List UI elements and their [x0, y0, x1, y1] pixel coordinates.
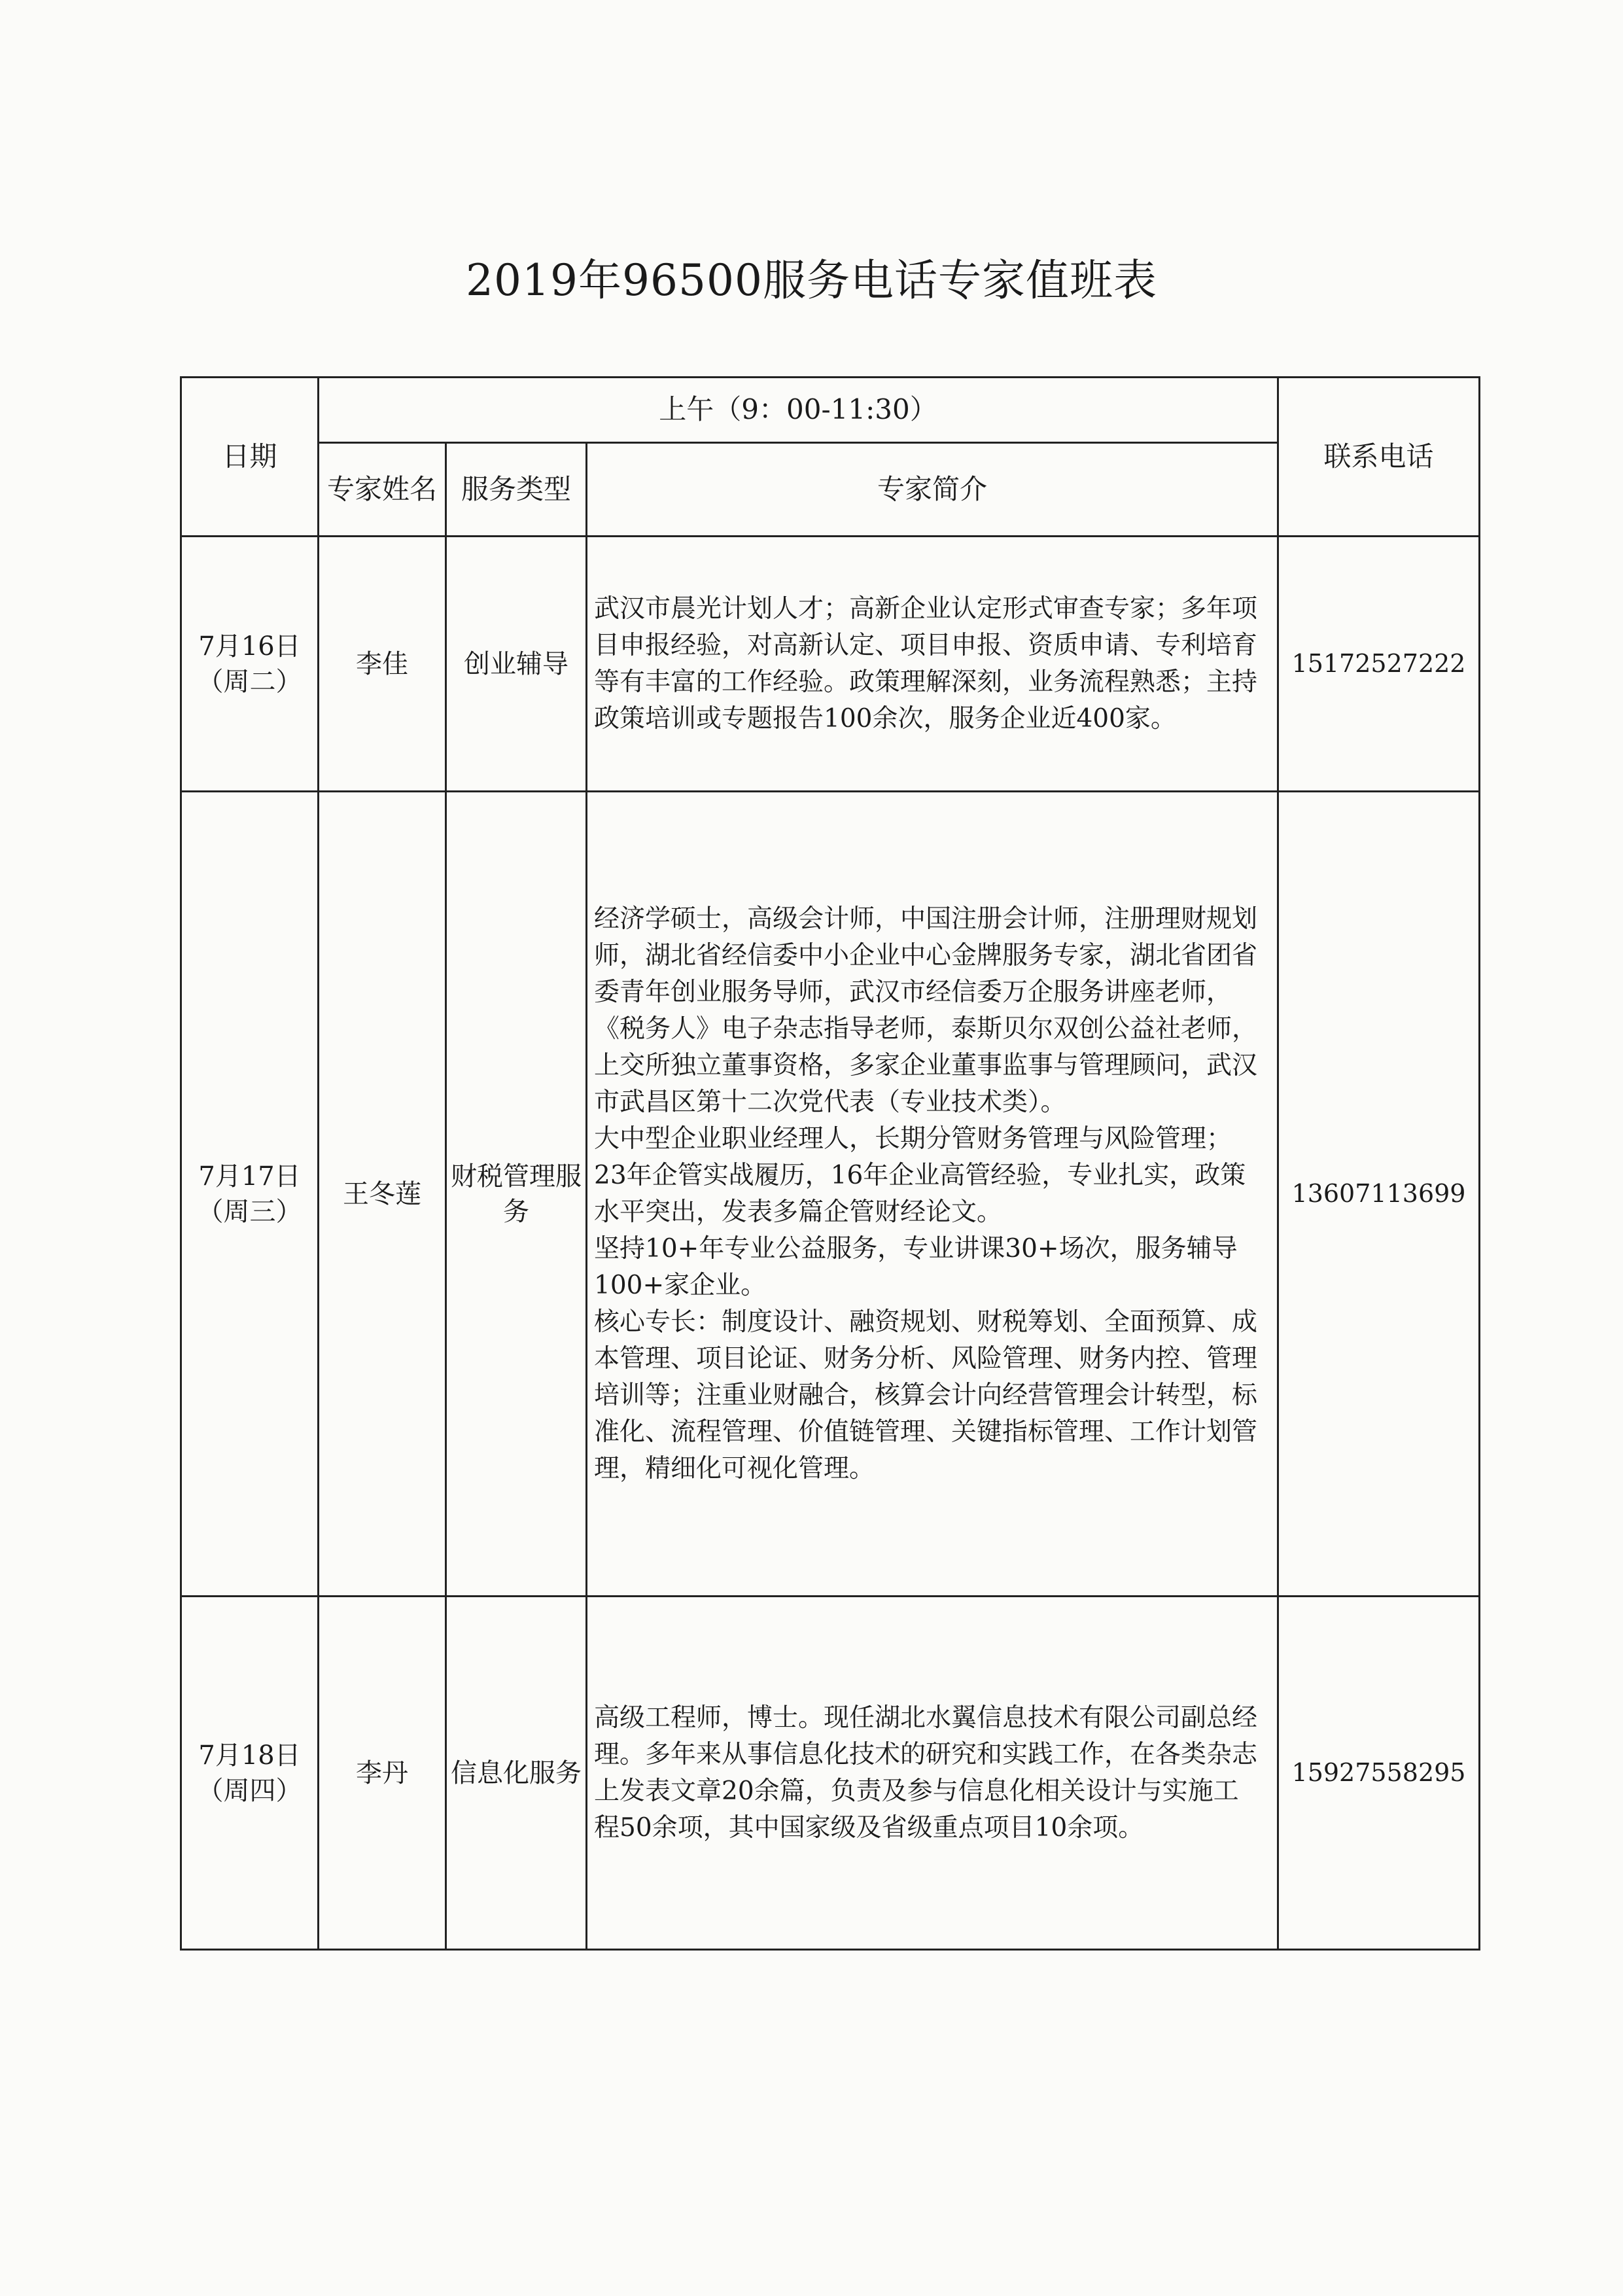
header-intro: 专家简介 [587, 443, 1278, 537]
header-service-type: 服务类型 [446, 443, 587, 537]
intro-paragraph: 坚持10+年专业公益服务，专业讲课30+场次，服务辅导100+家企业。 [594, 1233, 1238, 1300]
phone-number: 13607113699 [1278, 792, 1480, 1597]
expert-name: 李丹 [319, 1597, 446, 1950]
weekday: （周四） [197, 1775, 302, 1806]
intro-paragraph: 高级工程师，博士。现任湖北水翼信息技术有限公司副总经理。多年来从事信息化技术的研究和实践工作，在各类杂志上发表文章20余篇，负责及参与信息化相关设计与实施工程50余项，其中国家级及省级重点项目10余项。 [594, 1703, 1258, 1843]
table-row [181, 537, 1480, 792]
header-session: 上午（9：00-11:30） [319, 378, 1278, 443]
document-title: 2019年96500服务电话专家值班表 [466, 255, 1157, 306]
intro-paragraph: 大中型企业职业经理人，长期分管财务管理与风险管理；23年企管实战履历，16年企业高管经验，专业扎实，政策水平突出，发表多篇企管财经论文。 [594, 1123, 1246, 1227]
intro-paragraph: 核心专长：制度设计、融资规划、财税筹划、全面预算、成本管理、项目论证、财务分析、风险管理、财务内控、管理培训等；注重业财融合，核算会计向经营管理会计转型，标准化、流程管理、价值链管理、关键指标管理、工作计划管理，精细化可视化管理。 [594, 1307, 1258, 1483]
date-cell [181, 537, 319, 792]
service-type: 财税管理服务 [446, 792, 587, 1597]
header-expert-name: 专家姓名 [319, 443, 446, 537]
expert-intro [587, 537, 1278, 792]
date: 7月17日 [198, 1161, 301, 1192]
table-row [181, 792, 1480, 1597]
intro-paragraph: 经济学硕士，高级会计师，中国注册会计师，注册理财规划师，湖北省经信委中小企业中心金牌服务专家，湖北省团省委青年创业服务导师，武汉市经信委万企服务讲座老师，《税务人》电子杂志指导老师，泰斯贝尔双创公益社老师，上交所独立董事资格，多家企业董事监事与管理顾问，武汉市武昌区第十二次党代表（专业技术类）。 [594, 904, 1258, 1117]
phone-number: 15172527222 [1278, 537, 1480, 792]
expert-name: 王冬莲 [319, 792, 446, 1597]
date-cell [181, 792, 319, 1597]
phone-number: 15927558295 [1278, 1597, 1480, 1950]
intro-paragraph: 武汉市晨光计划人才；高新企业认定形式审查专家；多年项目申报经验，对高新认定、项目申报、资质申请、专利培育等有丰富的工作经验。政策理解深刻，业务流程熟悉；主持政策培训或专题报告100余次，服务企业近400家。 [594, 593, 1258, 733]
date: 7月16日 [198, 631, 301, 662]
header-date: 日期 [181, 378, 319, 537]
service-type: 信息化服务 [446, 1597, 587, 1950]
expert-intro [587, 1597, 1278, 1950]
duty-table [180, 376, 1480, 1951]
header-phone: 联系电话 [1278, 378, 1480, 537]
expert-name: 李佳 [319, 537, 446, 792]
service-type: 创业辅导 [446, 537, 587, 792]
date-cell [181, 1597, 319, 1950]
date: 7月18日 [198, 1740, 301, 1771]
expert-intro [587, 792, 1278, 1597]
weekday: （周二） [197, 666, 302, 697]
table-row [181, 1597, 1480, 1950]
weekday: （周三） [197, 1196, 302, 1227]
